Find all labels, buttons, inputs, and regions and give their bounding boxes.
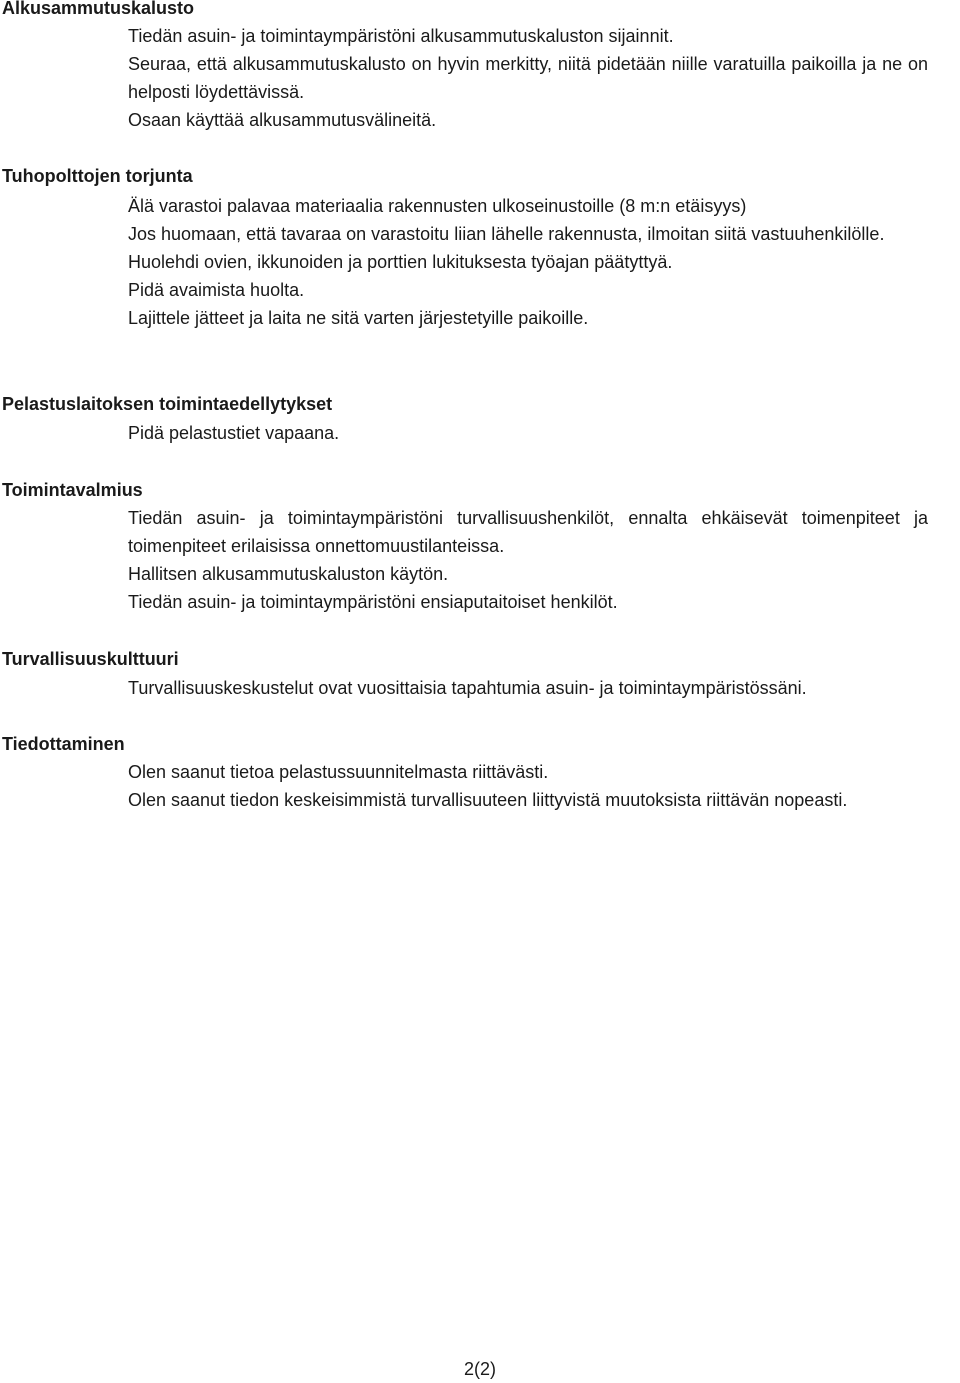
section-body (128, 504, 928, 616)
section-heading: Tuhopolttojen torjunta (2, 166, 193, 186)
section-body (128, 419, 928, 447)
paragraph: Osaan käyttää alkusammutusvälineitä. (128, 110, 437, 130)
paragraph: Pidä avaimista huolta. (128, 280, 305, 300)
paragraph: Huolehdi ovien, ikkunoiden ja porttien lukituksesta työajan päätyttyä. (128, 252, 673, 272)
paragraph: Tiedän asuin- ja toimintaympäristöni alkusammutuskaluston sijainnit. (128, 26, 674, 46)
paragraph: Jos huomaan, että tavaraa on varastoitu liian lähelle rakennusta, ilmoitan siitä vastuuhenkilölle. (128, 224, 885, 244)
section-body (128, 192, 928, 332)
paragraph: Seuraa, että alkusammutuskalusto on hyvin merkitty, niitä pidetään niille varatuilla paikoilla ja ne on helposti löydettävissä. (128, 54, 928, 102)
paragraph: Tiedän asuin- ja toimintaympäristöni ensiaputaitoiset henkilöt. (128, 592, 618, 612)
page-number: 2(2) (463, 1359, 496, 1379)
paragraph: Älä varastoi palavaa materiaalia rakennusten ulkoseinustoille (8 m:n etäisyys) (128, 196, 747, 216)
section-body (128, 758, 928, 814)
section-heading: Alkusammutuskalusto (2, 0, 195, 18)
paragraph: Pidä pelastustiet vapaana. (128, 423, 340, 443)
section-heading: Pelastuslaitoksen toimintaedellytykset (2, 394, 333, 414)
section-heading: Turvallisuuskulttuuri (2, 649, 179, 669)
section-body (128, 22, 928, 134)
paragraph: Olen saanut tiedon keskeisimmistä turvallisuuteen liittyvistä muutoksista riittävän nopeasti. (128, 790, 848, 810)
paragraph: Tiedän asuin- ja toimintaympäristöni turvallisuushenkilöt, ennalta ehkäisevät toimenpiteet ja toimenpiteet erilaisissa onnettomuustilanteissa. (128, 508, 928, 556)
paragraph: Turvallisuuskeskustelut ovat vuosittaisia tapahtumia asuin- ja toimintaympäristössäni. (128, 678, 807, 698)
section-heading: Toimintavalmius (2, 480, 143, 500)
section-body (128, 674, 948, 702)
paragraph: Olen saanut tietoa pelastussuunnitelmasta riittävästi. (128, 762, 549, 782)
paragraph: Hallitsen alkusammutuskaluston käytön. (128, 564, 449, 584)
paragraph: Lajittele jätteet ja laita ne sitä varten järjestetyille paikoille. (128, 308, 589, 328)
section-heading: Tiedottaminen (2, 734, 125, 754)
